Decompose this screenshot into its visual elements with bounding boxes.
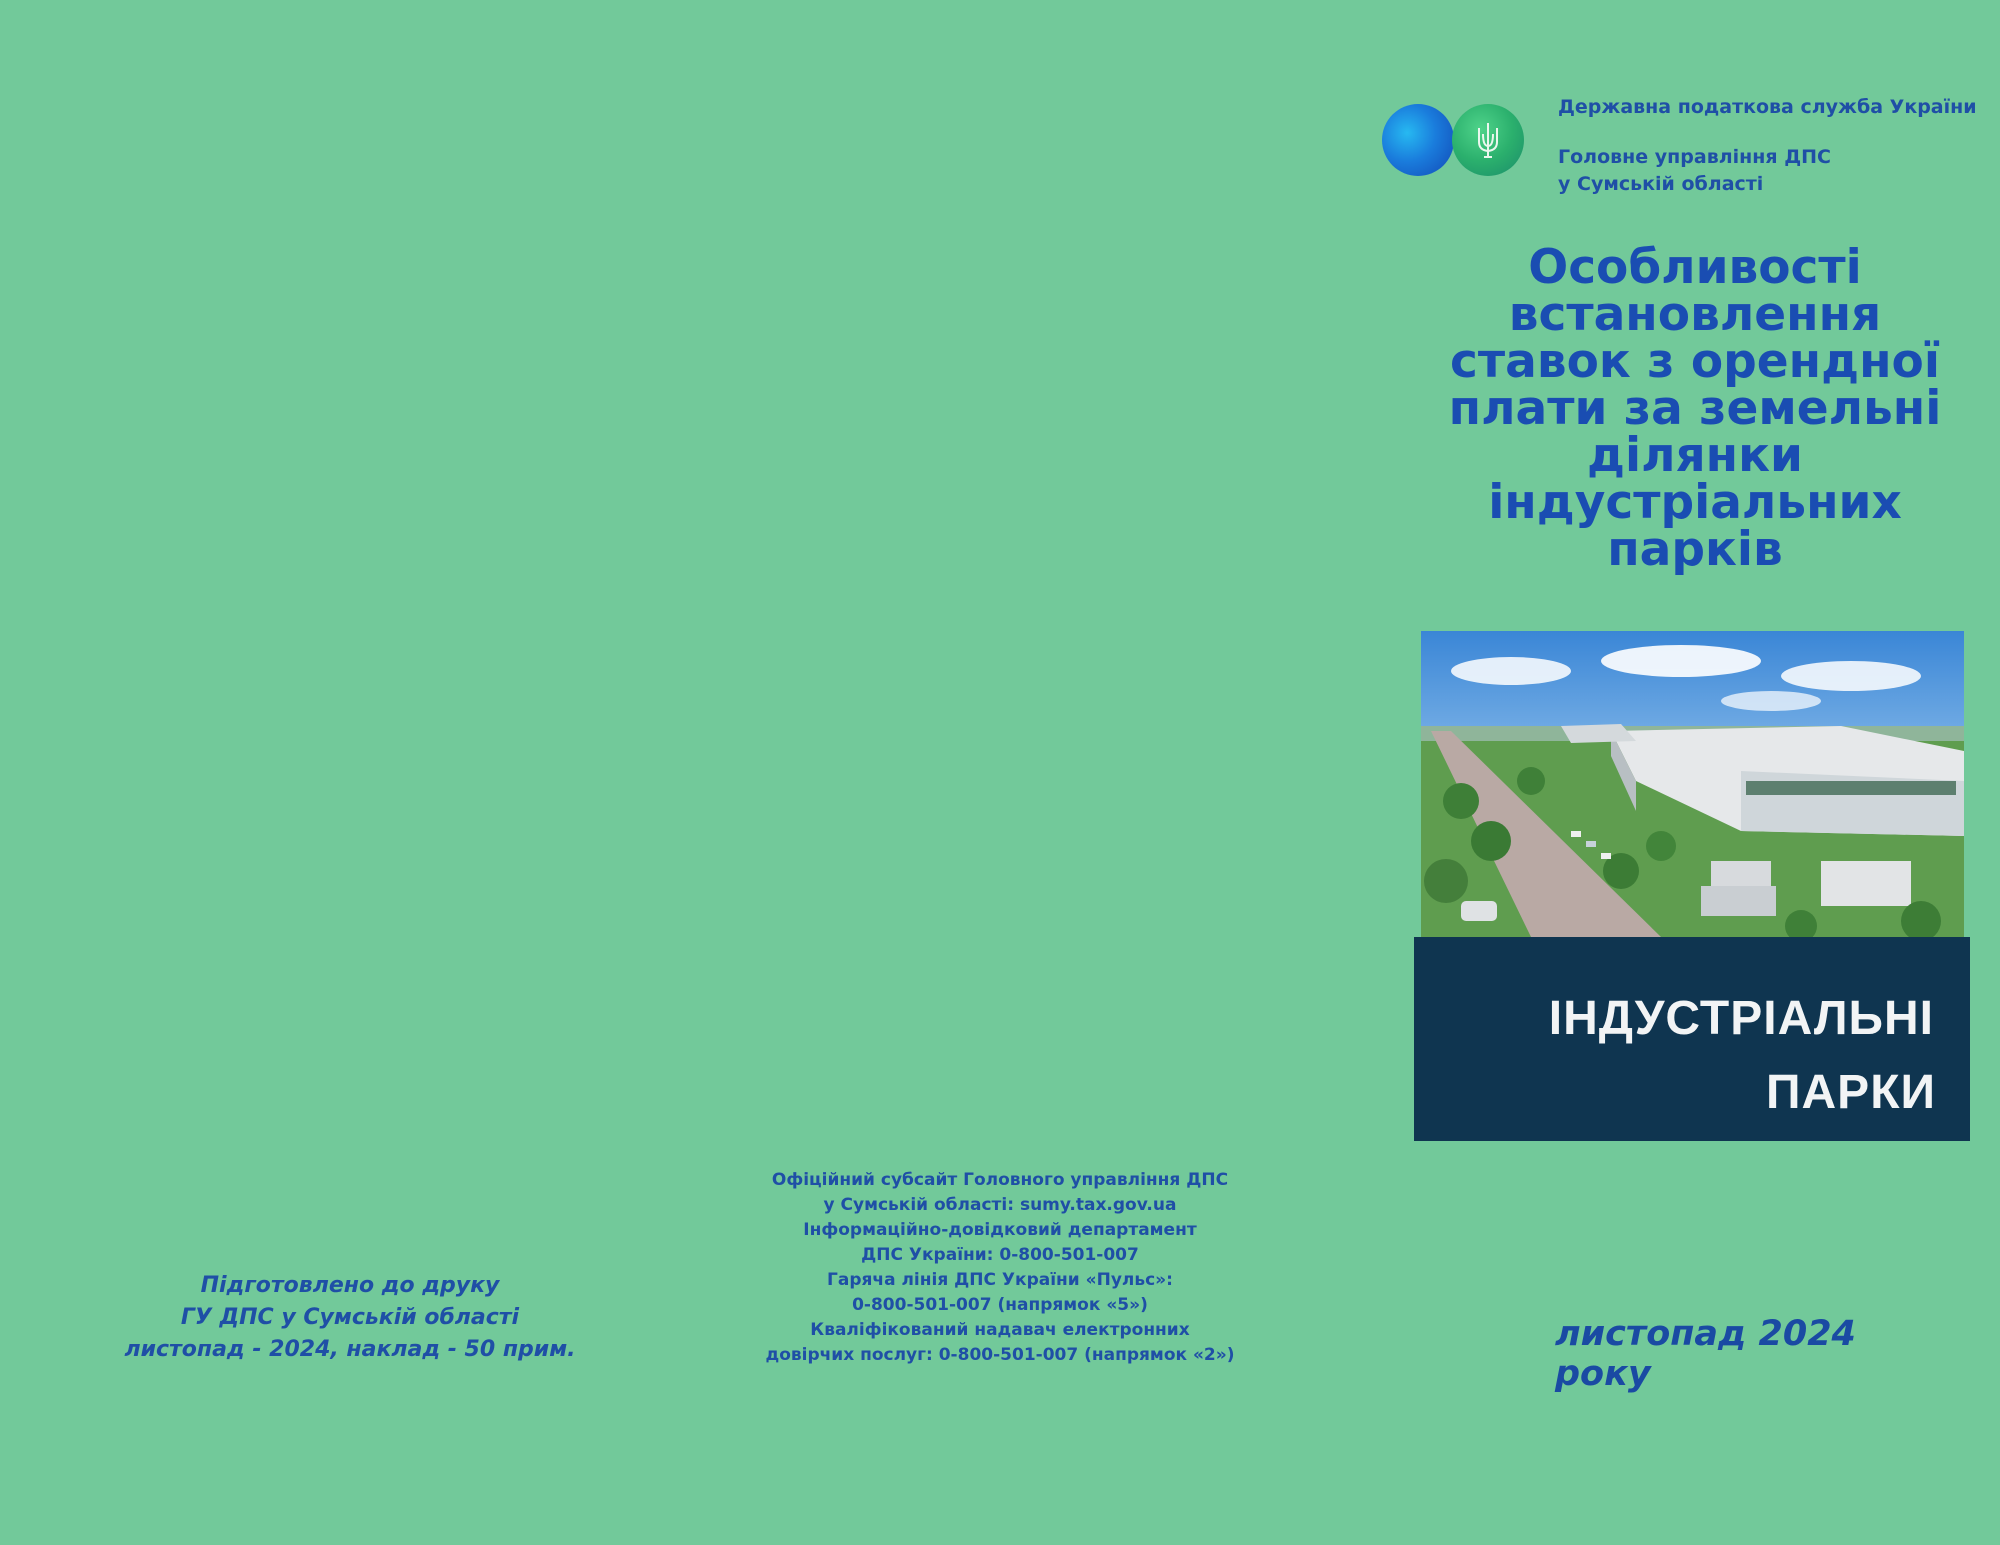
contact-line: Кваліфікований надавач електронних — [810, 1320, 1190, 1340]
contact-line: 0-800-501-007 (напрямок «5») — [852, 1295, 1148, 1315]
print-info-line-2: ГУ ДПС у Сумській області — [180, 1305, 520, 1330]
org-line-1: Державна податкова служба України — [1558, 96, 1977, 118]
banner-line-2: ПАРКИ — [1766, 1066, 1936, 1119]
organization-name — [1558, 94, 1978, 198]
contact-line: Гаряча лінія ДПС України «Пульс»: — [827, 1270, 1173, 1290]
dps-logo — [1382, 104, 1530, 176]
publication-date: листопад 2024 року — [1555, 1314, 1856, 1394]
print-info — [100, 1270, 600, 1366]
print-info-line-1: Підготовлено до друку — [200, 1273, 500, 1298]
trident-icon — [1473, 120, 1503, 160]
print-info-line-3: листопад - 2024, наклад - 50 прим. — [124, 1337, 576, 1362]
industrial-park-photo — [1421, 631, 1964, 937]
image-caption-banner — [1414, 937, 1970, 1141]
org-line-3: у Сумській області — [1558, 173, 1764, 195]
contact-line: Інформаційно-довідковий департамент — [803, 1220, 1197, 1240]
org-line-2: Головне управління ДПС — [1558, 146, 1832, 168]
banner-line-1: ІНДУСТРІАЛЬНІ — [1548, 992, 1934, 1045]
contact-line: ДПС України: 0-800-501-007 — [861, 1245, 1139, 1265]
logo-green-circle — [1452, 104, 1524, 176]
contact-line: Офіційний субсайт Головного управління ДПС — [771, 1170, 1229, 1190]
contact-line: довірчих послуг: 0-800-501-007 (напрямок «2») — [765, 1345, 1235, 1365]
contact-line: у Сумській області: sumy.tax.gov.ua — [823, 1195, 1177, 1215]
brochure-title: Особливості встановлення ставок з орендної плати за земельні ділянки індустріальних парків — [1448, 240, 1942, 577]
logo-blue-circle — [1382, 104, 1454, 176]
contact-info — [740, 1168, 1260, 1368]
